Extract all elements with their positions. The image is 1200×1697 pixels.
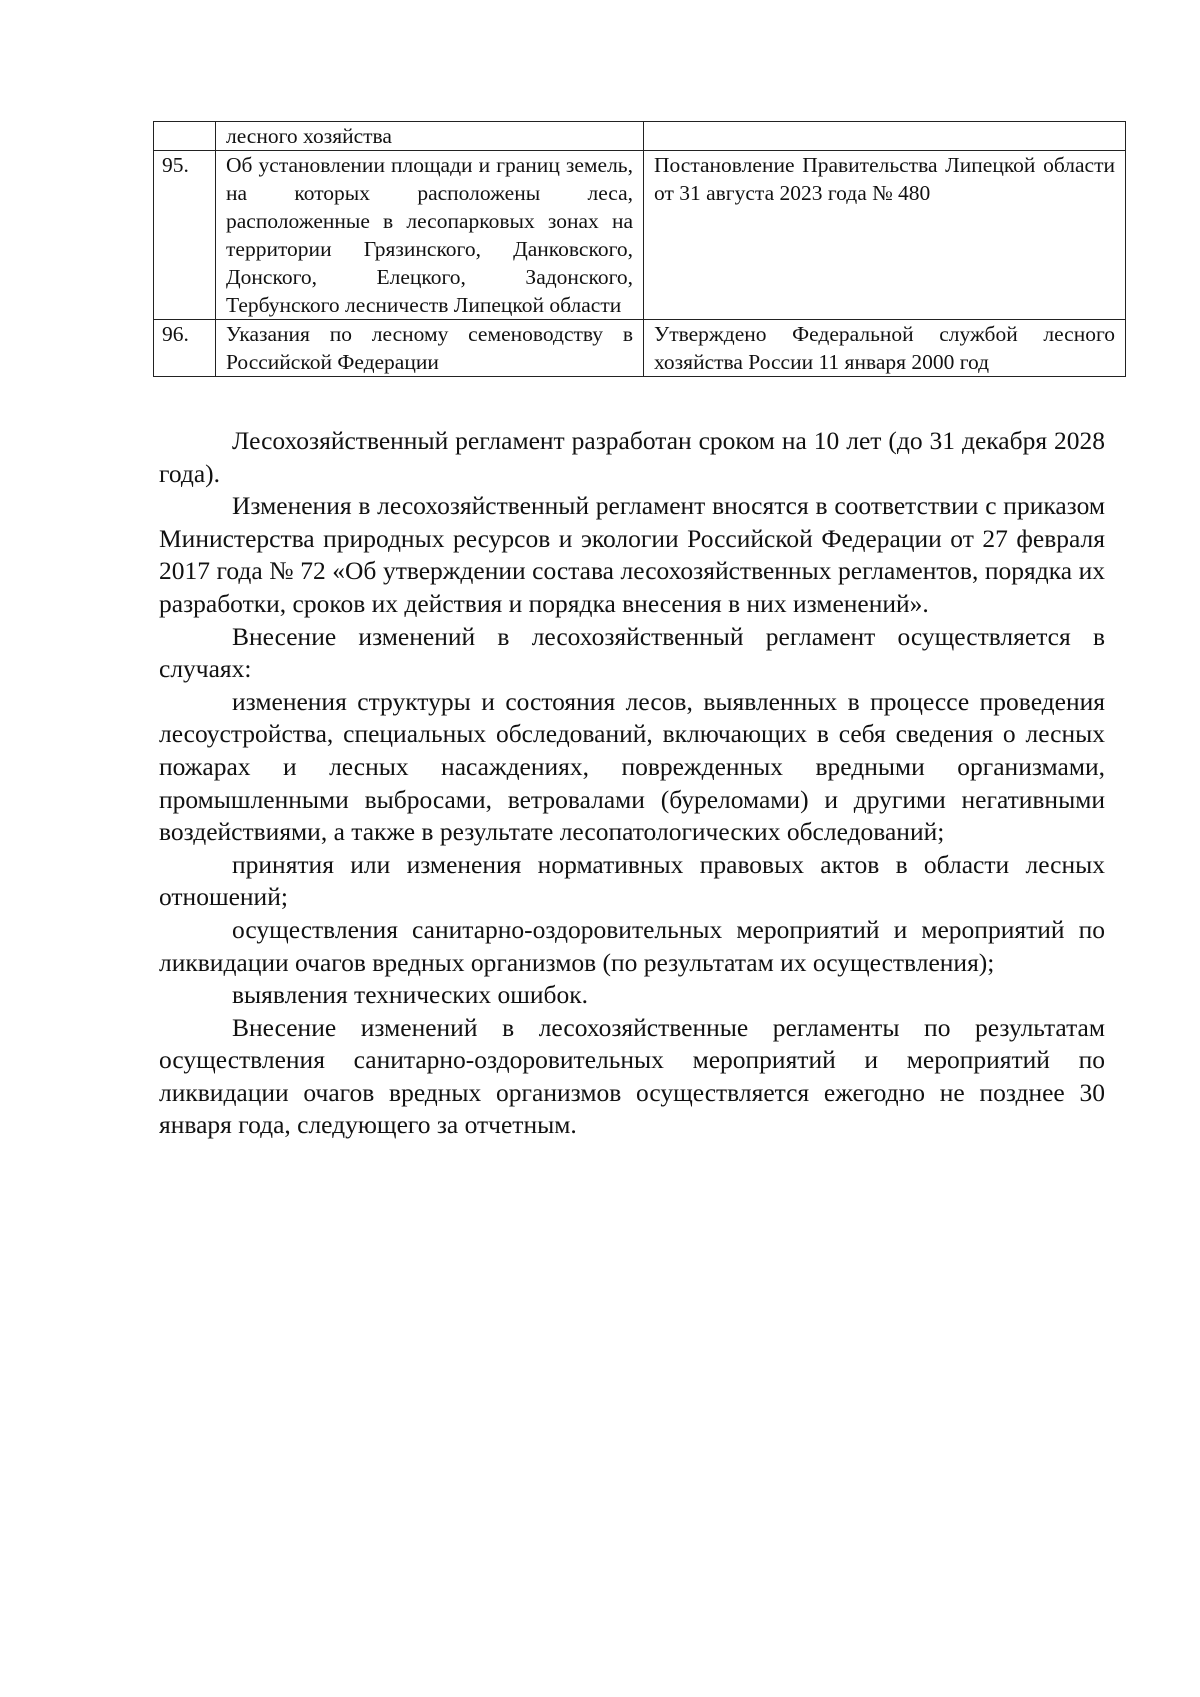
table-row [154,320,1126,377]
legal-acts-table [153,121,1126,377]
table-row [154,122,1126,151]
case-forest-structure-change: изменения структуры и состояния лесов, выявленных в процессе проведения лесоустройства, специальных обследований, включающих в себя сведения о лесных пожарах и лесных насаждениях, поврежденных вредными организмами, промышленными выбросами, ветровалами (буреломами) и другими негативными воздействиями, а также в результате лесопатологических обследований; [159,686,1105,847]
paragraph-annual-deadline: Внесение изменений в лесохозяйственные регламенты по результатам осуществления санитарно-оздоровительных мероприятий и мероприятий по ликвидации очагов вредных организмов осуществляется ежегодно не позднее 30 января года, следующего за отчетным. [159,1012,1105,1140]
body-text [159,425,1105,1142]
act-source: Утверждено Федеральной службой лесного хозяйства России 11 января 2000 год [644,320,1126,377]
paragraph-amendment-basis: Изменения в лесохозяйственный регламент вносятся в соответствии с приказом Министерства природных ресурсов и экологии Российской Федерации от 27 февраля 2017 года № 72 «Об утверждении состава лесохозяйственных регламентов, порядка их разработки, сроков их действия и порядка внесения в них изменений». [159,491,1105,618]
case-technical-errors: выявления технических ошибок. [232,980,588,1010]
paragraph-amendment-cases: Внесение изменений в лесохозяйственный регламент осуществляется в случаях: [159,621,1105,684]
case-legal-acts-change: принятия или изменения нормативных правовых актов в области лесных отношений; [159,849,1105,912]
act-source [644,122,1126,151]
table-row [154,151,1126,320]
act-title: Указания по лесному семеноводству в Российской Федерации [216,320,644,377]
case-sanitary-measures: осуществления санитарно-оздоровительных мероприятий и мероприятий по ликвидации очагов вредных организмов (по результатам их осуществления); [159,914,1105,977]
act-source: Постановление Правительства Липецкой области от 31 августа 2023 года № 480 [644,151,1126,320]
paragraph-validity-term: Лесохозяйственный регламент разработан сроком на 10 лет (до 31 декабря 2028 года). [159,426,1105,488]
row-number: 95. [154,151,216,320]
row-number [154,122,216,151]
row-number: 96. [154,320,216,377]
act-title: лесного хозяйства [216,122,644,151]
act-title: Об установлении площади и границ земель, на которых расположены леса, расположенные в лесопарковых зонах на территории Грязинского, Данковского, Донского, Елецкого, Задонского, Тербунского лесничеств Липецкой области [216,151,644,320]
